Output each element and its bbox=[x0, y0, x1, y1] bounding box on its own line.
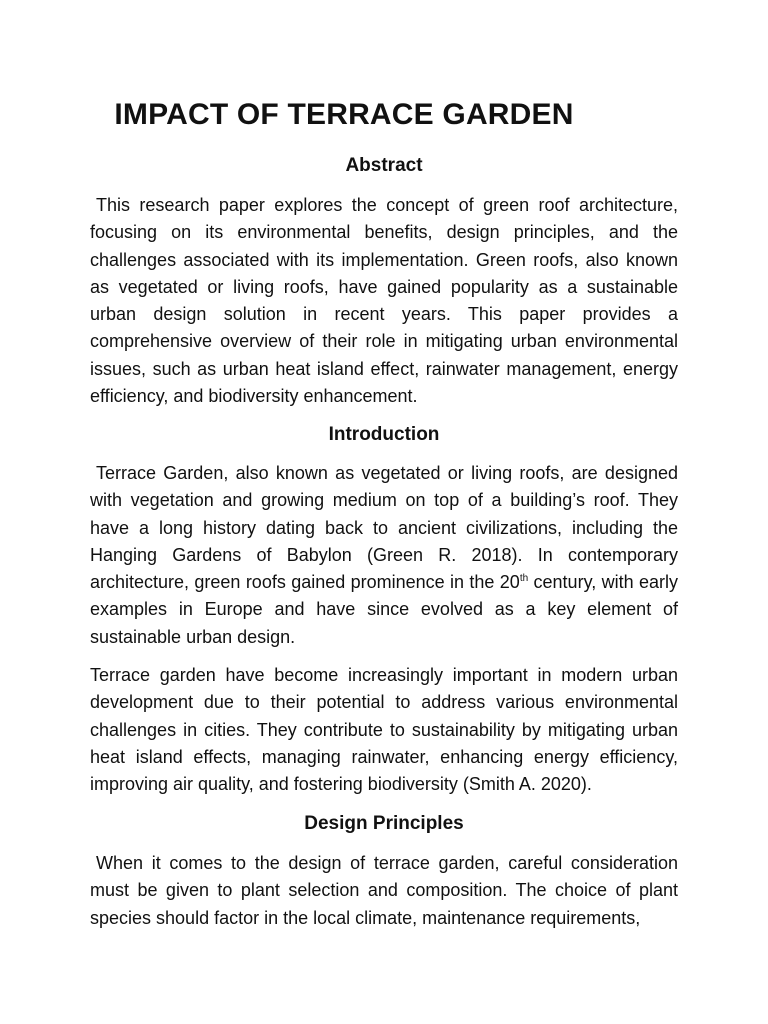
introduction-heading: Introduction bbox=[328, 424, 440, 445]
superscript-th: th bbox=[519, 573, 529, 585]
design-principles-heading: Design Principles bbox=[304, 813, 464, 834]
introduction-paragraph-1-text: Terrace Garden, also known as vegetated or living roofs, are designed with vegetation and growing medium on top of a building’s roof. They have a long history dating back to ancient civilizations, including the Hanging Gardens of Babylon (Green R. 2018). In contemporary architecture, green roofs gained prominence in the 20 bbox=[90, 463, 678, 593]
introduction-paragraph-2: Terrace garden have become increasingly important in modern urban development due to their potential to address various environmental challenges in cities. They contribute to sustainability by mitigating urban heat island effects, managing rainwater, enhancing energy efficiency, improving air quality, and fostering biodiversity (Smith A. 2020). bbox=[90, 665, 678, 795]
abstract-heading: Abstract bbox=[345, 155, 423, 176]
design-principles-paragraph: When it comes to the design of terrace garden, careful consideration must be given to plant selection and composition. The choice of plant species should factor in the local climate, maintenance requirements, bbox=[90, 853, 678, 928]
introduction-paragraph-1-tail: century, with early examples in Europe and have since evolved as a key element of sustainable urban design. bbox=[90, 572, 678, 647]
introduction-paragraph-1 bbox=[90, 460, 678, 651]
abstract-paragraph: This research paper explores the concept of green roof architecture, focusing on its environmental benefits, design principles, and the challenges associated with its implementation. Green roofs, also known as vegetated or living roofs, have gained popularity as a sustainable urban design solution in recent years. This paper provides a comprehensive overview of their role in mitigating urban environmental issues, such as urban heat island effect, rainwater management, energy efficiency, and biodiversity enhancement. bbox=[90, 195, 678, 407]
paper-title: IMPACT OF TERRACE GARDEN bbox=[114, 98, 574, 131]
